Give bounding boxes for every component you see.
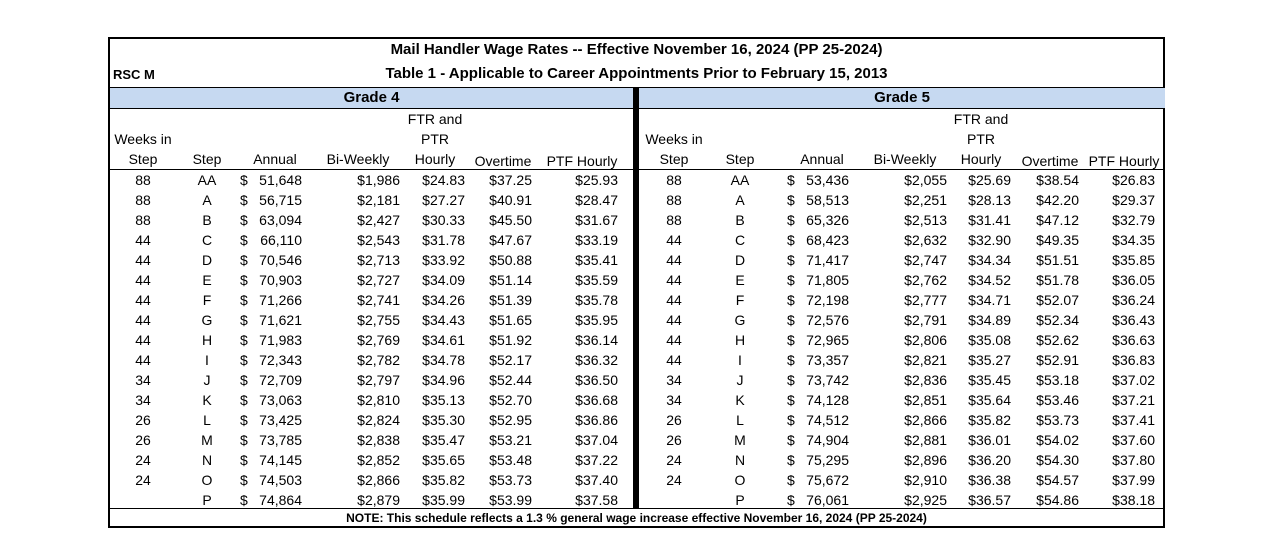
cell-annual: 53,436 [806, 172, 849, 188]
cell-annual: 56,715 [259, 192, 302, 208]
cell-dollar-sign: $ [240, 192, 248, 208]
cell-biweekly: $2,747 [904, 252, 947, 268]
cell-ptf-hourly: $38.18 [1112, 492, 1155, 508]
cell-weeks: 44 [666, 272, 682, 288]
cell-overtime: $52.70 [489, 392, 532, 408]
cell-weeks: 88 [666, 212, 682, 228]
cell-dollar-sign: $ [787, 412, 795, 428]
cell-hourly: $30.33 [422, 212, 465, 228]
cell-step: M [201, 432, 213, 448]
cell-ptf-hourly: $35.78 [575, 292, 618, 308]
cell-biweekly: $2,741 [357, 292, 400, 308]
grade-4-header: Grade 4 [110, 87, 633, 109]
cell-step: A [735, 192, 745, 208]
cell-dollar-sign: $ [787, 472, 795, 488]
cell-ptf-hourly: $37.80 [1112, 452, 1155, 468]
cell-hourly: $28.13 [968, 192, 1011, 208]
cell-step: N [201, 452, 213, 468]
cell-hourly: $31.41 [968, 212, 1011, 228]
cell-step: O [201, 472, 213, 488]
header-annual: Annual [253, 151, 297, 167]
cell-hourly: $27.27 [422, 192, 465, 208]
cell-dollar-sign: $ [240, 172, 248, 188]
cell-biweekly: $2,806 [904, 332, 947, 348]
cell-annual: 74,503 [259, 472, 302, 488]
cell-ptf-hourly: $34.35 [1112, 232, 1155, 248]
cell-step: A [202, 192, 212, 208]
cell-hourly: $34.61 [422, 332, 465, 348]
cell-step: I [738, 352, 742, 368]
cell-biweekly: $2,836 [904, 372, 947, 388]
cell-dollar-sign: $ [240, 412, 248, 428]
cell-dollar-sign: $ [787, 312, 795, 328]
cell-biweekly: $2,777 [904, 292, 947, 308]
cell-ptf-hourly: $29.37 [1112, 192, 1155, 208]
cell-overtime: $53.99 [489, 492, 532, 508]
header-weeks-step: Step [659, 151, 689, 167]
cell-step: C [734, 232, 746, 248]
cell-annual: 58,513 [806, 192, 849, 208]
cell-overtime: $51.14 [489, 272, 532, 288]
cell-hourly: $24.83 [422, 172, 465, 188]
cell-biweekly: $2,896 [904, 452, 947, 468]
cell-overtime: $40.91 [489, 192, 532, 208]
cell-ptf-hourly: $36.83 [1112, 352, 1155, 368]
cell-annual: 73,742 [806, 372, 849, 388]
cell-ptf-hourly: $31.67 [575, 212, 618, 228]
footer-rule [110, 508, 1163, 509]
cell-annual: 73,357 [806, 352, 849, 368]
cell-annual: 74,145 [259, 452, 302, 468]
cell-dollar-sign: $ [787, 252, 795, 268]
cell-dollar-sign: $ [240, 432, 248, 448]
cell-annual: 72,343 [259, 352, 302, 368]
cell-biweekly: $2,181 [357, 192, 400, 208]
cell-annual: 70,903 [259, 272, 302, 288]
cell-overtime: $52.95 [489, 412, 532, 428]
header-hourly: Hourly [414, 151, 456, 167]
cell-step: K [735, 392, 745, 408]
cell-weeks: 44 [666, 332, 682, 348]
cell-step: I [205, 352, 209, 368]
cell-biweekly: $2,821 [904, 352, 947, 368]
cell-weeks: 88 [135, 192, 151, 208]
cell-hourly: $36.20 [968, 452, 1011, 468]
cell-dollar-sign: $ [787, 332, 795, 348]
cell-step: D [201, 252, 213, 268]
cell-hourly: $33.92 [422, 252, 465, 268]
cell-step: D [734, 252, 746, 268]
cell-overtime: $51.39 [489, 292, 532, 308]
cell-overtime: $54.86 [1036, 492, 1079, 508]
cell-dollar-sign: $ [240, 212, 248, 228]
cell-dollar-sign: $ [787, 272, 795, 288]
cell-step: G [201, 312, 213, 328]
cell-hourly: $34.26 [422, 292, 465, 308]
cell-step: P [735, 492, 745, 508]
cell-ptf-hourly: $37.04 [575, 432, 618, 448]
cell-dollar-sign: $ [240, 472, 248, 488]
cell-overtime: $51.92 [489, 332, 532, 348]
cell-ptf-hourly: $37.41 [1112, 412, 1155, 428]
cell-weeks: 44 [135, 332, 151, 348]
cell-weeks: 34 [135, 372, 151, 388]
cell-weeks: 44 [135, 352, 151, 368]
cell-ptf-hourly: $37.60 [1112, 432, 1155, 448]
cell-overtime: $52.62 [1036, 332, 1079, 348]
cell-annual: 75,672 [806, 472, 849, 488]
table-subtitle: Table 1 - Applicable to Career Appointments Prior to February 15, 2013 [385, 65, 888, 82]
cell-ptf-hourly: $28.47 [575, 192, 618, 208]
cell-biweekly: $2,824 [357, 412, 400, 428]
cell-weeks: 44 [666, 352, 682, 368]
cell-overtime: $52.17 [489, 352, 532, 368]
cell-biweekly: $2,810 [357, 392, 400, 408]
cell-dollar-sign: $ [787, 292, 795, 308]
cell-ptf-hourly: $35.59 [575, 272, 618, 288]
cell-annual: 72,576 [806, 312, 849, 328]
cell-dollar-sign: $ [787, 232, 795, 248]
header-hourly: Hourly [960, 151, 1002, 167]
cell-step: L [736, 412, 744, 428]
cell-hourly: $31.78 [422, 232, 465, 248]
cell-dollar-sign: $ [787, 392, 795, 408]
cell-overtime: $54.30 [1036, 452, 1079, 468]
cell-step: J [203, 372, 211, 388]
cell-hourly: $35.82 [968, 412, 1011, 428]
cell-annual: 71,983 [259, 332, 302, 348]
cell-dollar-sign: $ [240, 372, 248, 388]
cell-annual: 66,110 [260, 232, 302, 248]
cell-biweekly: $2,838 [357, 432, 400, 448]
cell-hourly: $35.99 [422, 492, 465, 508]
cell-overtime: $53.48 [489, 452, 532, 468]
cell-ptf-hourly: $35.85 [1112, 252, 1155, 268]
cell-overtime: $50.88 [489, 252, 532, 268]
cell-biweekly: $2,513 [904, 212, 947, 228]
cell-annual: 74,128 [806, 392, 849, 408]
cell-weeks: 44 [135, 252, 151, 268]
cell-step: AA [730, 172, 750, 188]
cell-biweekly: $2,762 [904, 272, 947, 288]
cell-weeks: 88 [666, 192, 682, 208]
cell-annual: 74,904 [806, 432, 849, 448]
cell-step: F [202, 292, 212, 308]
cell-hourly: $25.69 [968, 172, 1011, 188]
cell-step: F [735, 292, 745, 308]
cell-overtime: $53.18 [1036, 372, 1079, 388]
cell-overtime: $47.12 [1036, 212, 1079, 228]
cell-biweekly: $2,055 [904, 172, 947, 188]
cell-weeks: 88 [666, 172, 682, 188]
cell-weeks: 44 [135, 272, 151, 288]
cell-weeks: 24 [666, 452, 682, 468]
cell-ptf-hourly: $35.95 [575, 312, 618, 328]
cell-annual: 68,423 [806, 232, 849, 248]
cell-annual: 71,417 [806, 252, 849, 268]
cell-weeks: 26 [666, 432, 682, 448]
cell-ptf-hourly: $36.43 [1112, 312, 1155, 328]
header-overtime: Overtime [474, 153, 532, 169]
cell-step: E [202, 272, 212, 288]
cell-ptf-hourly: $36.05 [1112, 272, 1155, 288]
cell-biweekly: $2,910 [904, 472, 947, 488]
cell-step: E [735, 272, 745, 288]
cell-annual: 70,546 [259, 252, 302, 268]
cell-overtime: $45.50 [489, 212, 532, 228]
header-weeks-step: Step [128, 151, 158, 167]
cell-hourly: $34.89 [968, 312, 1011, 328]
cell-ptf-hourly: $37.02 [1112, 372, 1155, 388]
cell-weeks: 34 [666, 392, 682, 408]
cell-hourly: $35.30 [422, 412, 465, 428]
header-ftr-and: FTR and [953, 111, 1009, 127]
cell-overtime: $53.73 [489, 472, 532, 488]
cell-dollar-sign: $ [240, 272, 248, 288]
cell-biweekly: $2,881 [904, 432, 947, 448]
cell-weeks: 44 [135, 312, 151, 328]
cell-annual: 72,965 [806, 332, 849, 348]
cell-ptf-hourly: $36.68 [575, 392, 618, 408]
cell-step: C [201, 232, 213, 248]
cell-weeks: 44 [135, 232, 151, 248]
grade-5-header: Grade 5 [639, 87, 1165, 109]
cell-ptf-hourly: $25.93 [575, 172, 618, 188]
cell-annual: 75,295 [806, 452, 849, 468]
rsc-label: RSC M [113, 67, 155, 82]
cell-weeks: 44 [666, 312, 682, 328]
cell-dollar-sign: $ [240, 292, 248, 308]
cell-hourly: $34.71 [968, 292, 1011, 308]
cell-weeks: 34 [135, 392, 151, 408]
cell-ptf-hourly: $36.63 [1112, 332, 1155, 348]
cell-hourly: $36.57 [968, 492, 1011, 508]
cell-weeks: 44 [135, 292, 151, 308]
cell-weeks: 88 [135, 172, 151, 188]
cell-biweekly: $2,797 [357, 372, 400, 388]
cell-dollar-sign: $ [240, 392, 248, 408]
cell-dollar-sign: $ [787, 352, 795, 368]
cell-annual: 73,425 [259, 412, 302, 428]
cell-ptf-hourly: $37.99 [1112, 472, 1155, 488]
header-overtime: Overtime [1021, 153, 1079, 169]
cell-overtime: $51.65 [489, 312, 532, 328]
cell-biweekly: $2,427 [357, 212, 400, 228]
cell-hourly: $34.96 [422, 372, 465, 388]
cell-overtime: $52.91 [1036, 352, 1079, 368]
cell-step: G [734, 312, 746, 328]
cell-hourly: $35.82 [422, 472, 465, 488]
cell-step: N [734, 452, 746, 468]
cell-ptf-hourly: $36.14 [575, 332, 618, 348]
cell-step: O [734, 472, 746, 488]
header-annual: Annual [800, 151, 844, 167]
cell-hourly: $35.45 [968, 372, 1011, 388]
cell-step: M [734, 432, 746, 448]
cell-weeks: 26 [666, 412, 682, 428]
cell-biweekly: $2,866 [357, 472, 400, 488]
cell-weeks: 44 [666, 252, 682, 268]
cell-step: B [735, 212, 745, 228]
cell-hourly: $36.01 [968, 432, 1011, 448]
cell-overtime: $51.51 [1036, 252, 1079, 268]
cell-annual: 71,621 [259, 312, 302, 328]
cell-overtime: $42.20 [1036, 192, 1079, 208]
cell-biweekly: $2,543 [357, 232, 400, 248]
cell-overtime: $53.73 [1036, 412, 1079, 428]
cell-dollar-sign: $ [240, 312, 248, 328]
header-step: Step [725, 151, 755, 167]
cell-overtime: $52.34 [1036, 312, 1079, 328]
header-ptf-hourly: PTF Hourly [546, 153, 618, 169]
cell-hourly: $34.78 [422, 352, 465, 368]
cell-ptf-hourly: $36.50 [575, 372, 618, 388]
cell-dollar-sign: $ [787, 452, 795, 468]
cell-ptf-hourly: $37.22 [575, 452, 618, 468]
cell-ptf-hourly: $33.19 [575, 232, 618, 248]
page-title: Mail Handler Wage Rates -- Effective November 16, 2024 (PP 25-2024) [390, 41, 883, 58]
header-ptr: PTR [421, 131, 449, 147]
cell-overtime: $49.35 [1036, 232, 1079, 248]
header-biweekly: Bi-Weekly [873, 151, 937, 167]
cell-annual: 71,266 [259, 292, 302, 308]
cell-ptf-hourly: $36.86 [575, 412, 618, 428]
cell-biweekly: $2,782 [357, 352, 400, 368]
cell-dollar-sign: $ [240, 252, 248, 268]
cell-overtime: $38.54 [1036, 172, 1079, 188]
header-ptr: PTR [967, 131, 995, 147]
cell-overtime: $53.46 [1036, 392, 1079, 408]
header-ptf-hourly: PTF Hourly [1088, 153, 1160, 169]
cell-hourly: $32.90 [968, 232, 1011, 248]
cell-ptf-hourly: $37.58 [575, 492, 618, 508]
cell-step: K [202, 392, 212, 408]
cell-overtime: $52.07 [1036, 292, 1079, 308]
cell-weeks: 44 [666, 232, 682, 248]
cell-hourly: $36.38 [968, 472, 1011, 488]
cell-biweekly: $2,755 [357, 312, 400, 328]
cell-biweekly: $2,251 [904, 192, 947, 208]
cell-hourly: $35.27 [968, 352, 1011, 368]
cell-weeks: 26 [135, 432, 151, 448]
footnote: NOTE: This schedule reflects a 1.3 % general wage increase effective November 16, 2024 (PP 25-2024) [346, 511, 927, 525]
cell-annual: 63,094 [259, 212, 302, 228]
cell-biweekly: $2,632 [904, 232, 947, 248]
cell-dollar-sign: $ [787, 492, 795, 508]
cell-annual: 76,061 [806, 492, 849, 508]
cell-step: P [202, 492, 212, 508]
cell-annual: 71,805 [806, 272, 849, 288]
cell-overtime: $54.02 [1036, 432, 1079, 448]
cell-annual: 74,864 [259, 492, 302, 508]
cell-step: H [734, 332, 746, 348]
cell-dollar-sign: $ [240, 352, 248, 368]
cell-dollar-sign: $ [240, 232, 248, 248]
cell-hourly: $34.34 [968, 252, 1011, 268]
header-weeks-in: Weeks in [645, 131, 703, 147]
cell-dollar-sign: $ [787, 432, 795, 448]
cell-hourly: $35.65 [422, 452, 465, 468]
cell-ptf-hourly: $37.40 [575, 472, 618, 488]
cell-ptf-hourly: $36.24 [1112, 292, 1155, 308]
cell-step: J [736, 372, 744, 388]
cell-dollar-sign: $ [787, 192, 795, 208]
cell-ptf-hourly: $26.83 [1112, 172, 1155, 188]
cell-biweekly: $2,866 [904, 412, 947, 428]
cell-overtime: $37.25 [489, 172, 532, 188]
cell-step: L [203, 412, 211, 428]
cell-step: B [202, 212, 212, 228]
cell-biweekly: $2,727 [357, 272, 400, 288]
cell-annual: 73,785 [259, 432, 302, 448]
cell-biweekly: $2,851 [904, 392, 947, 408]
cell-weeks: 24 [135, 452, 151, 468]
header-weeks-in: Weeks in [114, 131, 172, 147]
header-step: Step [192, 151, 222, 167]
cell-dollar-sign: $ [787, 372, 795, 388]
cell-hourly: $34.43 [422, 312, 465, 328]
cell-biweekly: $2,879 [357, 492, 400, 508]
cell-hourly: $35.08 [968, 332, 1011, 348]
cell-overtime: $52.44 [489, 372, 532, 388]
cell-dollar-sign: $ [787, 212, 795, 228]
cell-annual: 51,648 [259, 172, 302, 188]
cell-weeks: 44 [666, 292, 682, 308]
cell-weeks: 26 [135, 412, 151, 428]
cell-dollar-sign: $ [240, 452, 248, 468]
cell-weeks: 34 [666, 372, 682, 388]
cell-hourly: $35.64 [968, 392, 1011, 408]
cell-step: AA [197, 172, 217, 188]
cell-biweekly: $2,769 [357, 332, 400, 348]
cell-biweekly: $2,791 [904, 312, 947, 328]
cell-weeks: 24 [135, 472, 151, 488]
cell-annual: 72,198 [806, 292, 849, 308]
cell-hourly: $34.09 [422, 272, 465, 288]
cell-biweekly: $2,925 [904, 492, 947, 508]
header-biweekly: Bi-Weekly [326, 151, 390, 167]
cell-overtime: $53.21 [489, 432, 532, 448]
cell-weeks: 88 [135, 212, 151, 228]
header-ftr-and: FTR and [407, 111, 463, 127]
cell-ptf-hourly: $32.79 [1112, 212, 1155, 228]
wage-table [108, 37, 1165, 528]
cell-ptf-hourly: $36.32 [575, 352, 618, 368]
cell-dollar-sign: $ [787, 172, 795, 188]
cell-step: H [201, 332, 213, 348]
cell-biweekly: $1,986 [357, 172, 400, 188]
cell-overtime: $51.78 [1036, 272, 1079, 288]
cell-dollar-sign: $ [240, 492, 248, 508]
cell-hourly: $34.52 [968, 272, 1011, 288]
cell-ptf-hourly: $35.41 [575, 252, 618, 268]
cell-dollar-sign: $ [240, 332, 248, 348]
cell-hourly: $35.47 [422, 432, 465, 448]
cell-ptf-hourly: $37.21 [1112, 392, 1155, 408]
cell-annual: 65,326 [806, 212, 849, 228]
cell-hourly: $35.13 [422, 392, 465, 408]
cell-biweekly: $2,713 [357, 252, 400, 268]
cell-weeks: 24 [666, 472, 682, 488]
cell-annual: 74,512 [806, 412, 849, 428]
cell-overtime: $54.57 [1036, 472, 1079, 488]
cell-annual: 72,709 [259, 372, 302, 388]
cell-biweekly: $2,852 [357, 452, 400, 468]
cell-overtime: $47.67 [489, 232, 532, 248]
cell-annual: 73,063 [259, 392, 302, 408]
